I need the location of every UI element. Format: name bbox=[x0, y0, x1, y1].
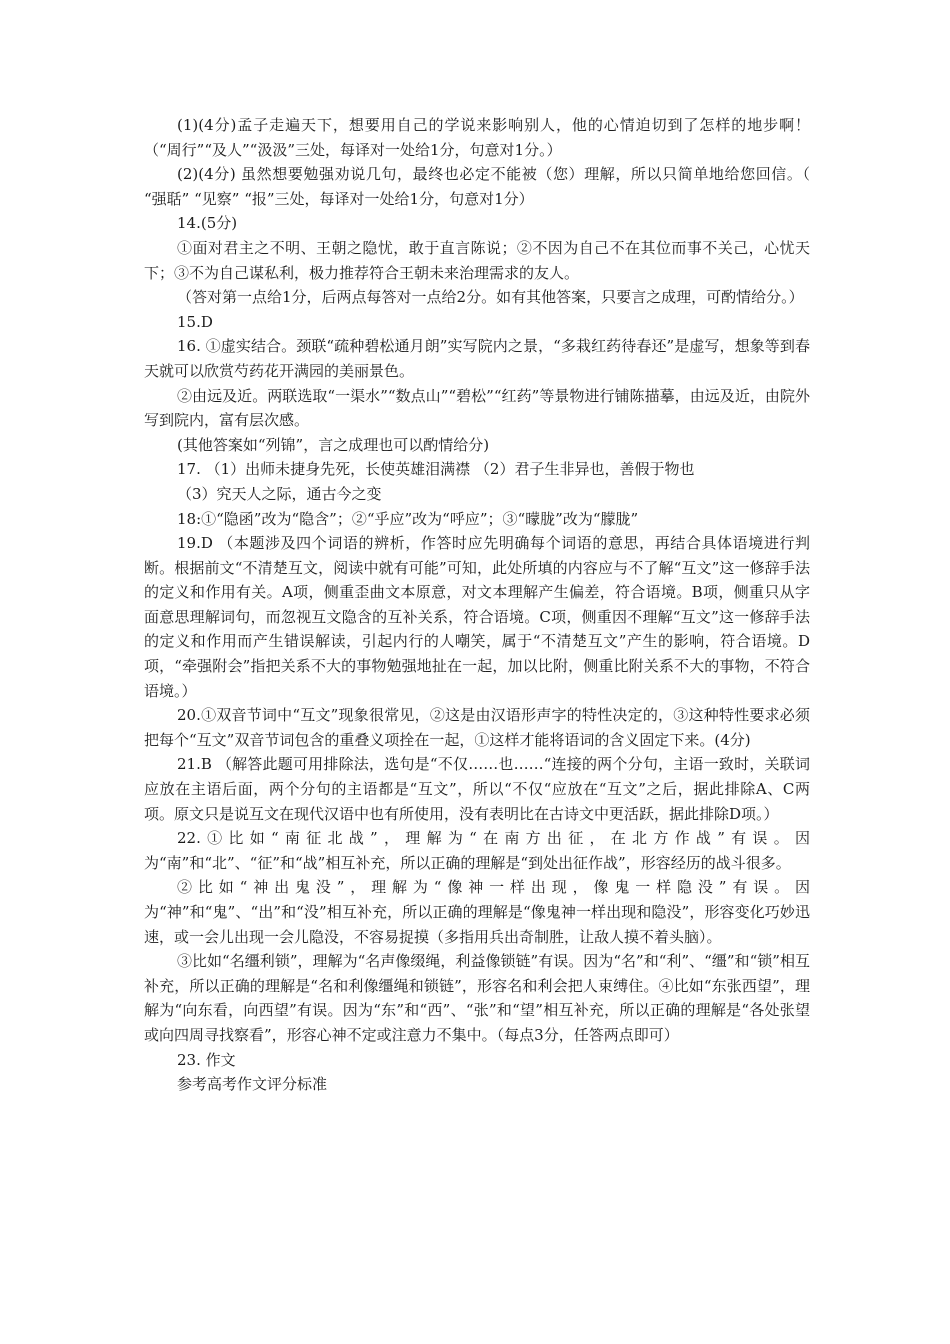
answer-22-point-1: 22.①比如“南征北战”，理解为“在南方出征，在北方作战”有误。因为“南”和“北”、“征”和“战”相互补充，所以正确的理解是“到处出征作战”，形容经历的战斗很多。 bbox=[144, 829, 810, 872]
answer-13-1: (1)(4分)孟子走遍天下，想要用自己的学说来影响别人，他的心情迫切到了怎样的地步啊！（“周行”“及人”“汲汲”三处，每译对一处给1分，句意对1分。） bbox=[144, 116, 810, 159]
answer-19: 19.D （本题涉及四个词语的辨析，作答时应先明确每个词语的意思，再结合具体语境进行判断。根据前文“不清楚互文，阅读中就有可能”可知，此处所填的内容应与不了解“互文”这一修辞手法的定义和作用有关。A项，侧重歪曲文本原意，对文本理解产生偏差，符合语境。B项，侧重只从字面意思理解词句，而忽视互文隐含的互补关系，符合语境。C项，侧重因不理解“互文”这一修辞手法的定义和作用而产生错误解读，引起内行的人嘲笑，属于“不清楚互文”产生的影响，符合语境。D项，“牵强附会”指把关系不大的事物勉强地扯在一起，加以比附，侧重比附关系不大的事物，不符合语境。） bbox=[144, 534, 810, 700]
answer-20: 20.①双音节词中“互文”现象很常见，②这是由汉语形声字的特性决定的，③这种特性要求必须把每个“互文”双音节词包含的重叠义项拴在一起，①这样才能将语词的含义固定下来。(4分) bbox=[144, 706, 810, 749]
answer-17-line-1: 17. （1）出师未捷身先死，长使英雄泪满襟 （2）君子生非异也，善假于物也 bbox=[177, 460, 695, 479]
answer-21: 21.B （解答此题可用排除法，选句是“不仅……也……“连接的两个分句，主语一致时，关联词应放在主语后面，两个分句的主语都是“互文”，所以“不仅“应放在“互文”之后，据此排除A、C两项。原文只是说互文在现代汉语中也有所使用，没有表明比在古诗文中更活跃，据此排除D项。） bbox=[144, 755, 810, 823]
answer-14-note: （答对第一点给1分，后两点每答对一点给2分。如有其他答案，只要言之成理，可酌情给分。） bbox=[177, 288, 804, 307]
answer-document bbox=[144, 113, 810, 1097]
answer-14-heading: 14.(5分) bbox=[177, 214, 238, 233]
answer-18: 18:①“隐函”改为“隐含”；②“乎应”改为“呼应”；③“曚胧”改为“朦胧” bbox=[177, 509, 639, 528]
answer-22-point-2: ②比如“神出鬼没”，理解为“像神一样出现，像鬼一样隐没”有误。因为“神”和“鬼”、“出”和“没”相互补充，所以正确的理解是“像鬼神一样出现和隐没”，形容变化巧妙迅速，或一会儿出现一会儿隐没，不容易捉摸（多指用兵出奇制胜，让敌人摸不着头脑）。 bbox=[144, 878, 810, 946]
answer-13-2: (2)(4分) 虽然想要勉强劝说几句，最终也必定不能被（您）理解，所以只简单地给您回信。（ “强聒” “见察” “报”三处，每译对一处给1分，句意对1分） bbox=[144, 165, 810, 208]
answer-17-line-2: （3）究天人之际，通古今之变 bbox=[177, 484, 382, 503]
answer-16-note: (其他答案如“列锦”，言之成理也可以酌情给分) bbox=[177, 435, 490, 454]
answer-15: 15.D bbox=[177, 312, 213, 331]
answer-16-point-1: 16. ①虚实结合。颈联“疏种碧松通月朗”实写院内之景，“多栽红药待春还”是虚写，想象等到春天就可以欣赏芍药花开满园的美丽景色。 bbox=[144, 337, 810, 380]
answer-23: 23. 作文 bbox=[177, 1050, 236, 1069]
answer-22-point-3: ③比如“名缰利锁”，理解为“名声像缀绳，利益像锁链”有误。因为“名”和“利”、“缰”和“锁”相互补充，所以正确的理解是“名和利像缰绳和锁链”，形容名和利会把人束缚住。④比如“东张西望”，理解为“向东看，向西望”有误。因为“东”和“西”、“张”和“望”相互补充，所以正确的理解是“各处张望或向四周寻找察看”，形容心神不定或注意力不集中。（每点3分，任答两点即可） bbox=[144, 952, 810, 1044]
answer-16-point-2: ②由远及近。两联选取“一渠水”“数点山”“碧松”“红药”等景物进行铺陈描摹，由远及近，由院外写到院内，富有层次感。 bbox=[144, 386, 810, 430]
answer-23-subtitle: 参考高考作文评分标准 bbox=[177, 1075, 328, 1094]
answer-14-body: ①面对君主之不明、王朝之隐忧，敢于直言陈说；②不因为自己不在其位而事不关己，心忧天下；③不为自己谋私利，极力推荐符合王朝未来治理需求的友人。 bbox=[144, 238, 810, 282]
